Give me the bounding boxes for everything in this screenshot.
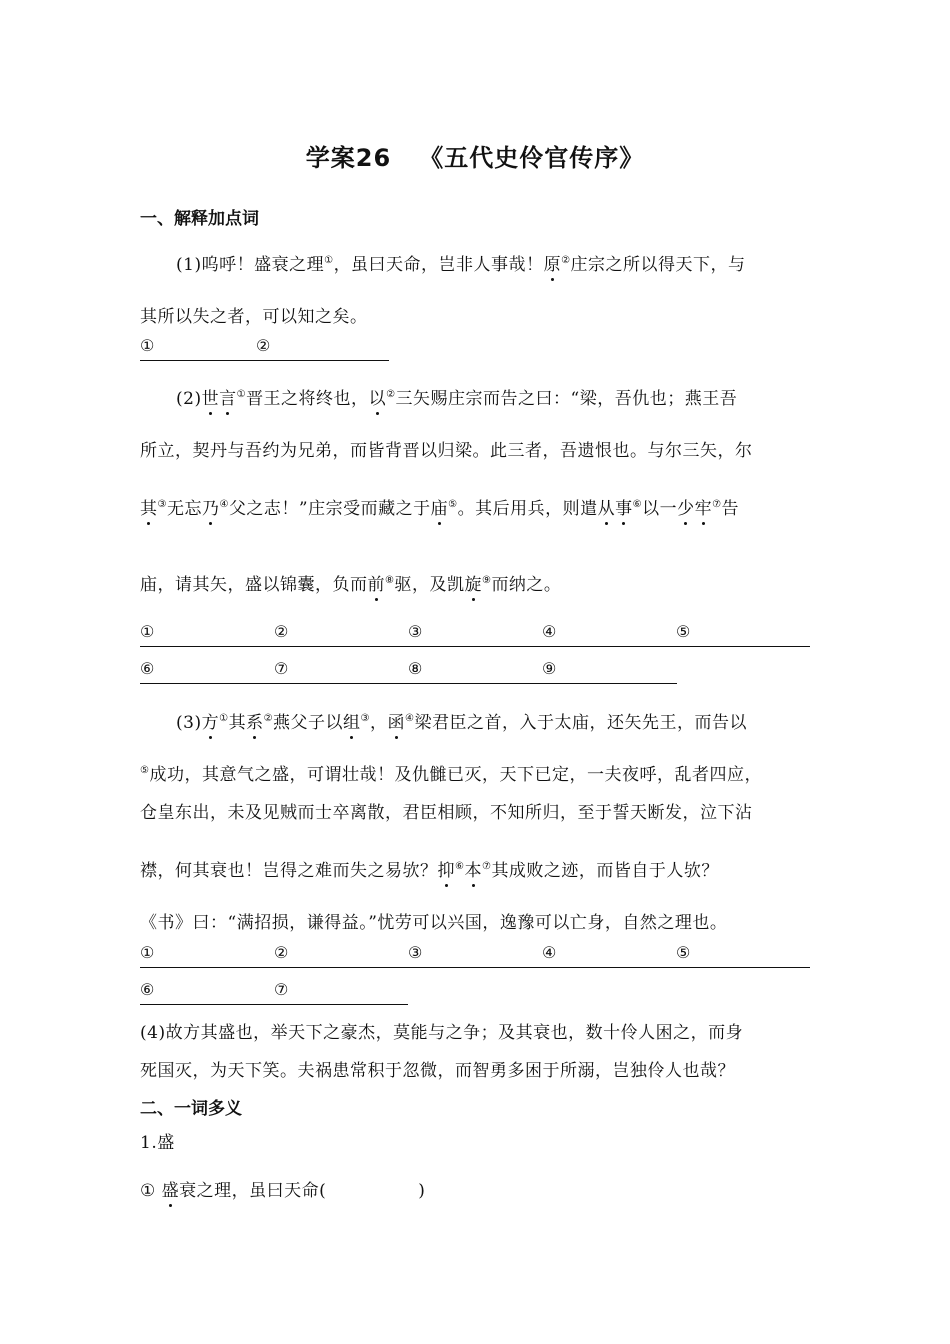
section-heading-explain: 一、解释加点词	[140, 209, 259, 229]
question-1-1: ① 盛衰之理，虽曰天命( )	[140, 1176, 810, 1201]
answer-blank-row-2a[interactable]: ① ② ③ ④ ⑤	[140, 622, 810, 647]
passage-2-line-4: 庙，请其矢，盛以锦囊，负而前⑧驱，及凯旋⑨而纳之。	[140, 570, 810, 595]
passage-3-line-5: 《书》曰：“满招损，谦得益。”忧劳可以兴国，逸豫可以亡身，自然之理也。	[140, 913, 728, 933]
passage-3-line-2: ⑤成功，其意气之盛，可谓壮哉！及仇雠已灭，天下已定，一夫夜呼，乱者四应，	[140, 765, 762, 785]
passage-1-line-2: 其所以失之者，可以知之矣。	[140, 307, 368, 327]
passage-3-line-3: 仓皇东出，未及见贼而士卒离散，君臣相顾，不知所归，至于誓天断发，泣下沾	[140, 803, 753, 823]
answer-blank-row-3a[interactable]: ① ② ③ ④ ⑤	[140, 943, 810, 968]
section-heading-polysemy: 二、一词多义	[140, 1099, 242, 1119]
passage-3-line-1: (3)方①其系②燕父子以组③，函④梁君臣之首，入于太庙，还矢先王，而告以	[176, 708, 810, 733]
page-title: 学案26 《五代史伶官传序》	[305, 144, 645, 172]
item-1-heading: 1.盛	[140, 1133, 175, 1153]
answer-blank-row-3b[interactable]: ⑥ ⑦	[140, 980, 408, 1005]
passage-1-line-1: (1)呜呼！盛衰之理①，虽曰天命，岂非人事哉！原②庄宗之所以得天下，与	[176, 250, 810, 275]
passage-4-line-1: (4)故方其盛也，举天下之豪杰，莫能与之争；及其衰也，数十伶人困之，而身	[140, 1023, 744, 1043]
passage-3-line-4: 襟，何其衰也！岂得之难而失之易欤？抑⑥本⑦其成败之迹，而皆自于人欤？	[140, 856, 810, 881]
passage-2-line-3: 其③无忘乃④父之志！”庄宗受而藏之于庙⑤。其后用兵，则遣从事⑥以一少牢⑦告	[140, 494, 810, 519]
passage-2-line-1: (2)世言①晋王之将终也，以②三矢赐庄宗而告之曰：“梁，吾仇也；燕王吾	[176, 384, 810, 409]
passage-4-line-2: 死国灭，为天下笑。夫祸患常积于忽微，而智勇多困于所溺，岂独伶人也哉？	[140, 1061, 735, 1081]
answer-blank-row-2b[interactable]: ⑥ ⑦ ⑧ ⑨	[140, 659, 677, 684]
passage-2-line-2: 所立，契丹与吾约为兄弟，而皆背晋以归梁。此三者，吾遗恨也。与尔三矢，尔	[140, 441, 753, 461]
answer-blank-row-1[interactable]: ① ②	[140, 336, 389, 361]
